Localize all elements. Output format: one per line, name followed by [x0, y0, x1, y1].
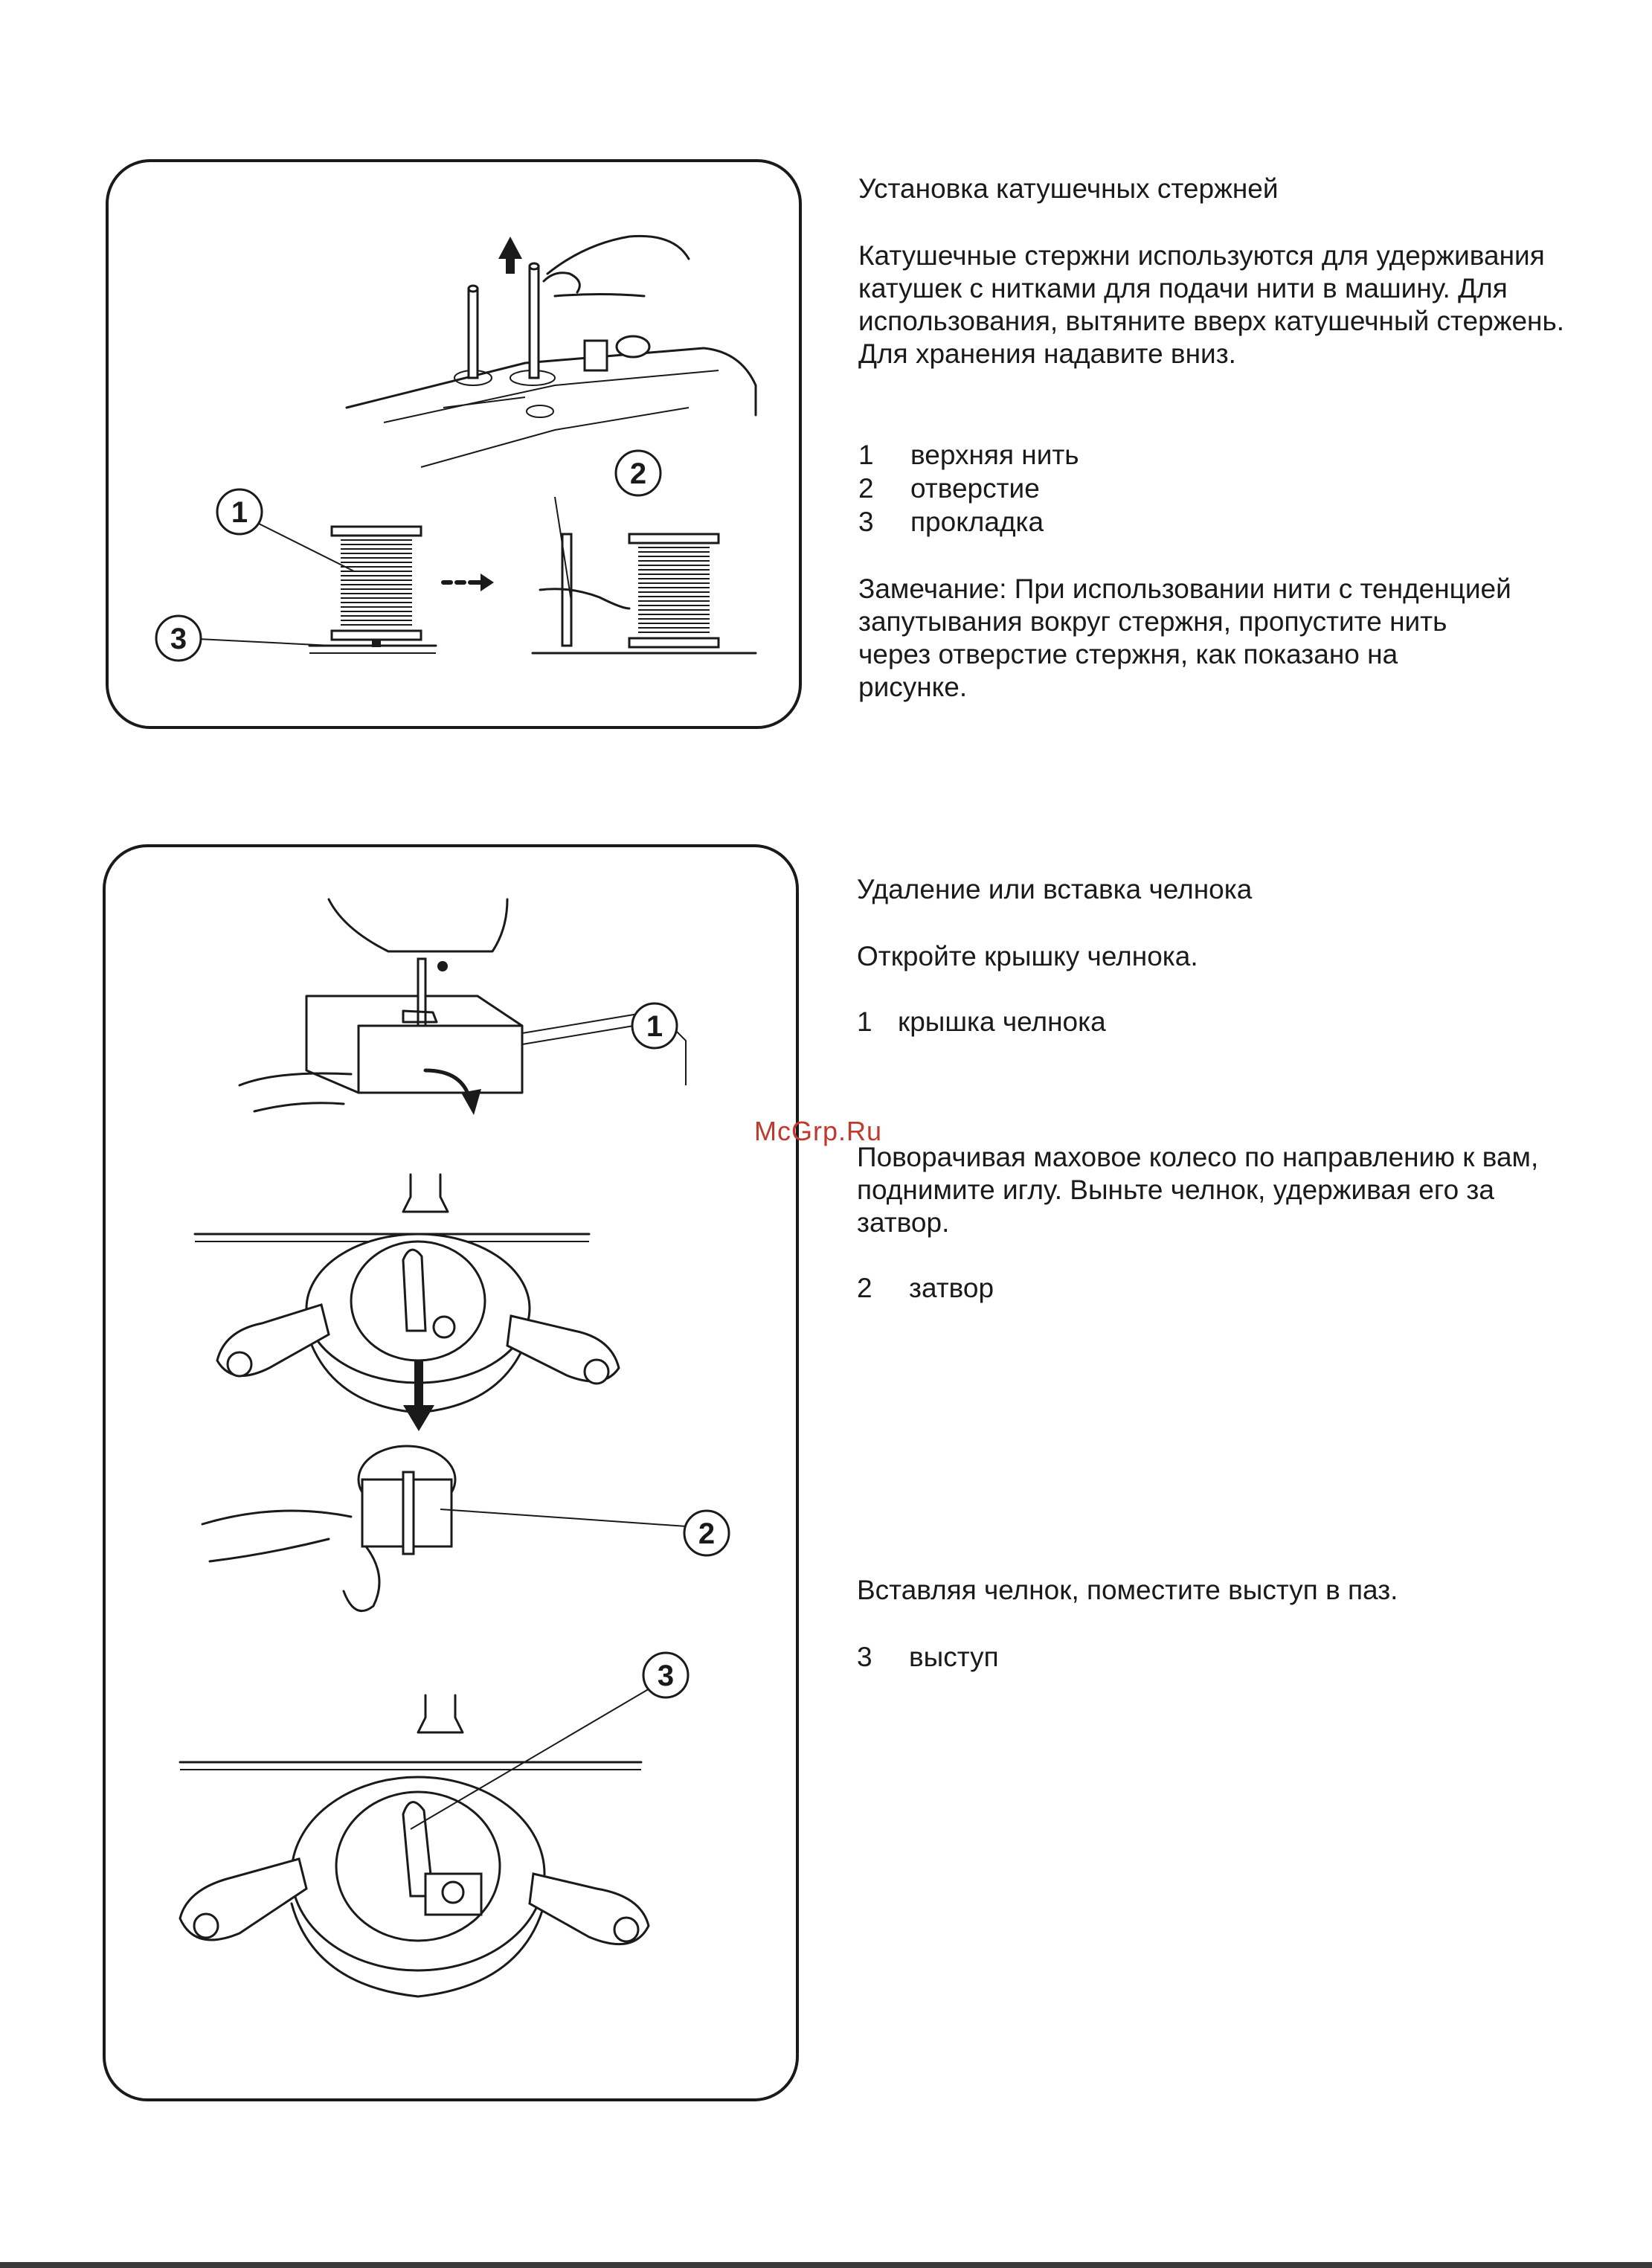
bobbin-case-figure [103, 844, 799, 2101]
callout-2 [684, 1511, 729, 1555]
list-item: 3 прокладка [858, 507, 1044, 537]
svg-text:3: 3 [170, 623, 187, 655]
svg-text:2: 2 [629, 457, 647, 490]
page-bottom-rule [0, 2262, 1652, 2268]
callout-2 [616, 451, 661, 495]
svg-text:2: 2 [698, 1517, 716, 1550]
callout-3 [643, 1653, 688, 1697]
section2-step3: Вставляя челнок, поместите выступ в паз. [857, 1575, 1398, 1605]
bobbin-case-illustration [106, 847, 802, 2104]
svg-text:3: 3 [657, 1660, 675, 1692]
watermark: McGrp.Ru [754, 1116, 883, 1146]
section2-step1: Откройте крышку челнока. [857, 941, 1198, 971]
list-item: 1 крышка челнока [857, 1006, 1106, 1037]
section1-title: Установка катушечных стержней [858, 173, 1279, 204]
section2-title: Удаление или вставка челнока [857, 874, 1253, 905]
list-item: 2 отверстие [858, 473, 1040, 504]
section1-note: Замечание: При использовании нити с тенденцией запутывания вокруг стержня, пропустите нить через отверстие стержня, как показано на рисунке. [858, 574, 1511, 702]
svg-text:1: 1 [231, 496, 248, 529]
list-item: 1 верхняя нить [858, 440, 1079, 470]
section1-paragraph: Катушечные стержни используются для удерживания катушек с нитками для подачи нити в машину. Для использования, вытяните вверх катушечный стержень. Для хранения надавите вниз. [858, 240, 1565, 369]
callout-1 [217, 489, 262, 534]
callout-1 [632, 1003, 677, 1048]
spool-pin-illustration [109, 162, 805, 732]
list-item: 3 выступ [857, 1642, 999, 1672]
section2-step2: Поворачивая маховое колесо по направлению к вам, поднимите иглу. Выньте челнок, удерживая его за затвор. [857, 1142, 1539, 1238]
spool-pin-figure [106, 159, 802, 729]
callout-3 [156, 616, 201, 661]
list-item: 2 затвор [857, 1273, 994, 1303]
svg-text:1: 1 [646, 1010, 663, 1043]
